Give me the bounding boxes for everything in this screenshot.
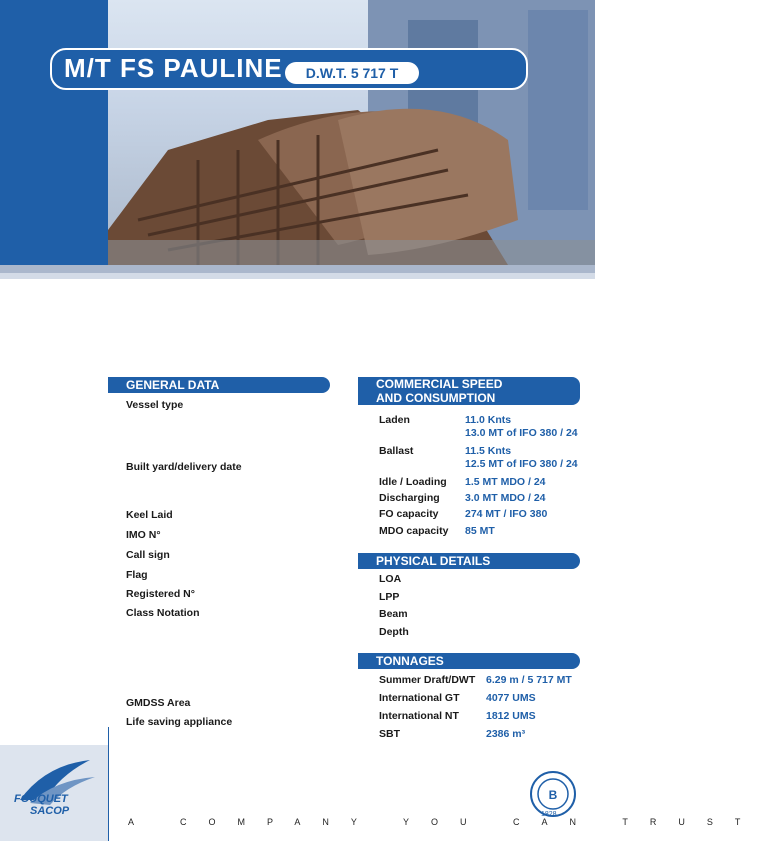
- class-notation-label: Class Notation: [126, 607, 200, 619]
- laden-value: [465, 414, 578, 440]
- ballast-value: [465, 445, 578, 471]
- fo-capacity-value: 274 MT / IFO 380: [465, 508, 548, 520]
- fo-capacity-label: FO capacity: [379, 508, 439, 520]
- call-sign-label: Call sign: [126, 549, 170, 561]
- lpp-label: LPP: [379, 591, 400, 603]
- divider-stripe: [0, 265, 595, 273]
- summer-draft-label: Summer Draft/DWT: [379, 674, 476, 686]
- keel-label: Keel Laid: [126, 509, 173, 521]
- mdo-capacity-value: 85 MT: [465, 525, 495, 537]
- laden-label: Laden: [379, 414, 410, 426]
- beam-label: Beam: [379, 608, 408, 620]
- general-data-heading: GENERAL DATA: [108, 377, 330, 393]
- dwt-badge: D.W.T. 5 717 T: [285, 62, 419, 84]
- gmdss-label: GMDSS Area: [126, 697, 191, 709]
- registered-label: Registered N°: [126, 588, 195, 600]
- divider-stripe-light: [0, 273, 595, 279]
- commercial-heading-line: COMMERCIAL SPEED: [376, 377, 503, 391]
- hull-construction-illustration: [108, 0, 595, 265]
- logo-text-fouquet: FOUQUET: [14, 793, 68, 805]
- footer-divider: [108, 727, 109, 841]
- commercial-heading-line: AND CONSUMPTION: [376, 391, 496, 405]
- laden-speed: 11.0 Knts: [465, 414, 512, 426]
- company-tagline: A COMPANY YOU CAN TRUST: [128, 817, 762, 827]
- idle-value: 1.5 MT MDO / 24: [465, 476, 546, 488]
- sbt-label: SBT: [379, 728, 400, 740]
- logo-text-sacop: SACOP: [30, 805, 70, 817]
- vessel-title: M/T FS PAULINE: [64, 53, 283, 83]
- gt-label: International GT: [379, 692, 460, 704]
- header-blue-band: [0, 0, 108, 265]
- ship-hull-photo: [108, 0, 595, 265]
- laden-consumption: 13.0 MT of IFO 380 / 24: [465, 427, 578, 439]
- idle-label: Idle / Loading: [379, 476, 447, 488]
- gt-value: 4077 UMS: [486, 692, 536, 704]
- life-saving-label: Life saving appliance: [126, 716, 233, 728]
- vessel-type-label: Vessel type: [126, 399, 184, 411]
- ballast-speed: 11.5 Knts: [465, 445, 512, 457]
- discharging-label: Discharging: [379, 492, 440, 504]
- tonnages-heading: TONNAGES: [358, 653, 580, 669]
- nt-value: 1812 UMS: [486, 710, 536, 722]
- bv-year: 1828: [541, 811, 557, 818]
- summer-draft-value: 6.29 m / 5 717 MT: [486, 674, 572, 686]
- ballast-label: Ballast: [379, 445, 414, 457]
- ballast-consumption: 12.5 MT of IFO 380 / 24: [465, 458, 578, 470]
- flag-label: Flag: [126, 569, 148, 581]
- bureau-veritas-seal: [528, 768, 578, 824]
- depth-label: Depth: [379, 626, 409, 638]
- company-logo: [0, 745, 108, 841]
- commercial-heading: [358, 377, 580, 405]
- loa-label: LOA: [379, 573, 402, 585]
- physical-heading: PHYSICAL DETAILS: [358, 553, 580, 569]
- nt-label: International NT: [379, 710, 459, 722]
- built-label: Built yard/delivery date: [126, 461, 242, 473]
- discharging-value: 3.0 MT MDO / 24: [465, 492, 546, 504]
- sbt-value: 2386 m³: [486, 728, 526, 740]
- imo-label: IMO N°: [126, 529, 161, 541]
- svg-text:B: B: [548, 788, 558, 802]
- mdo-capacity-label: MDO capacity: [379, 525, 449, 537]
